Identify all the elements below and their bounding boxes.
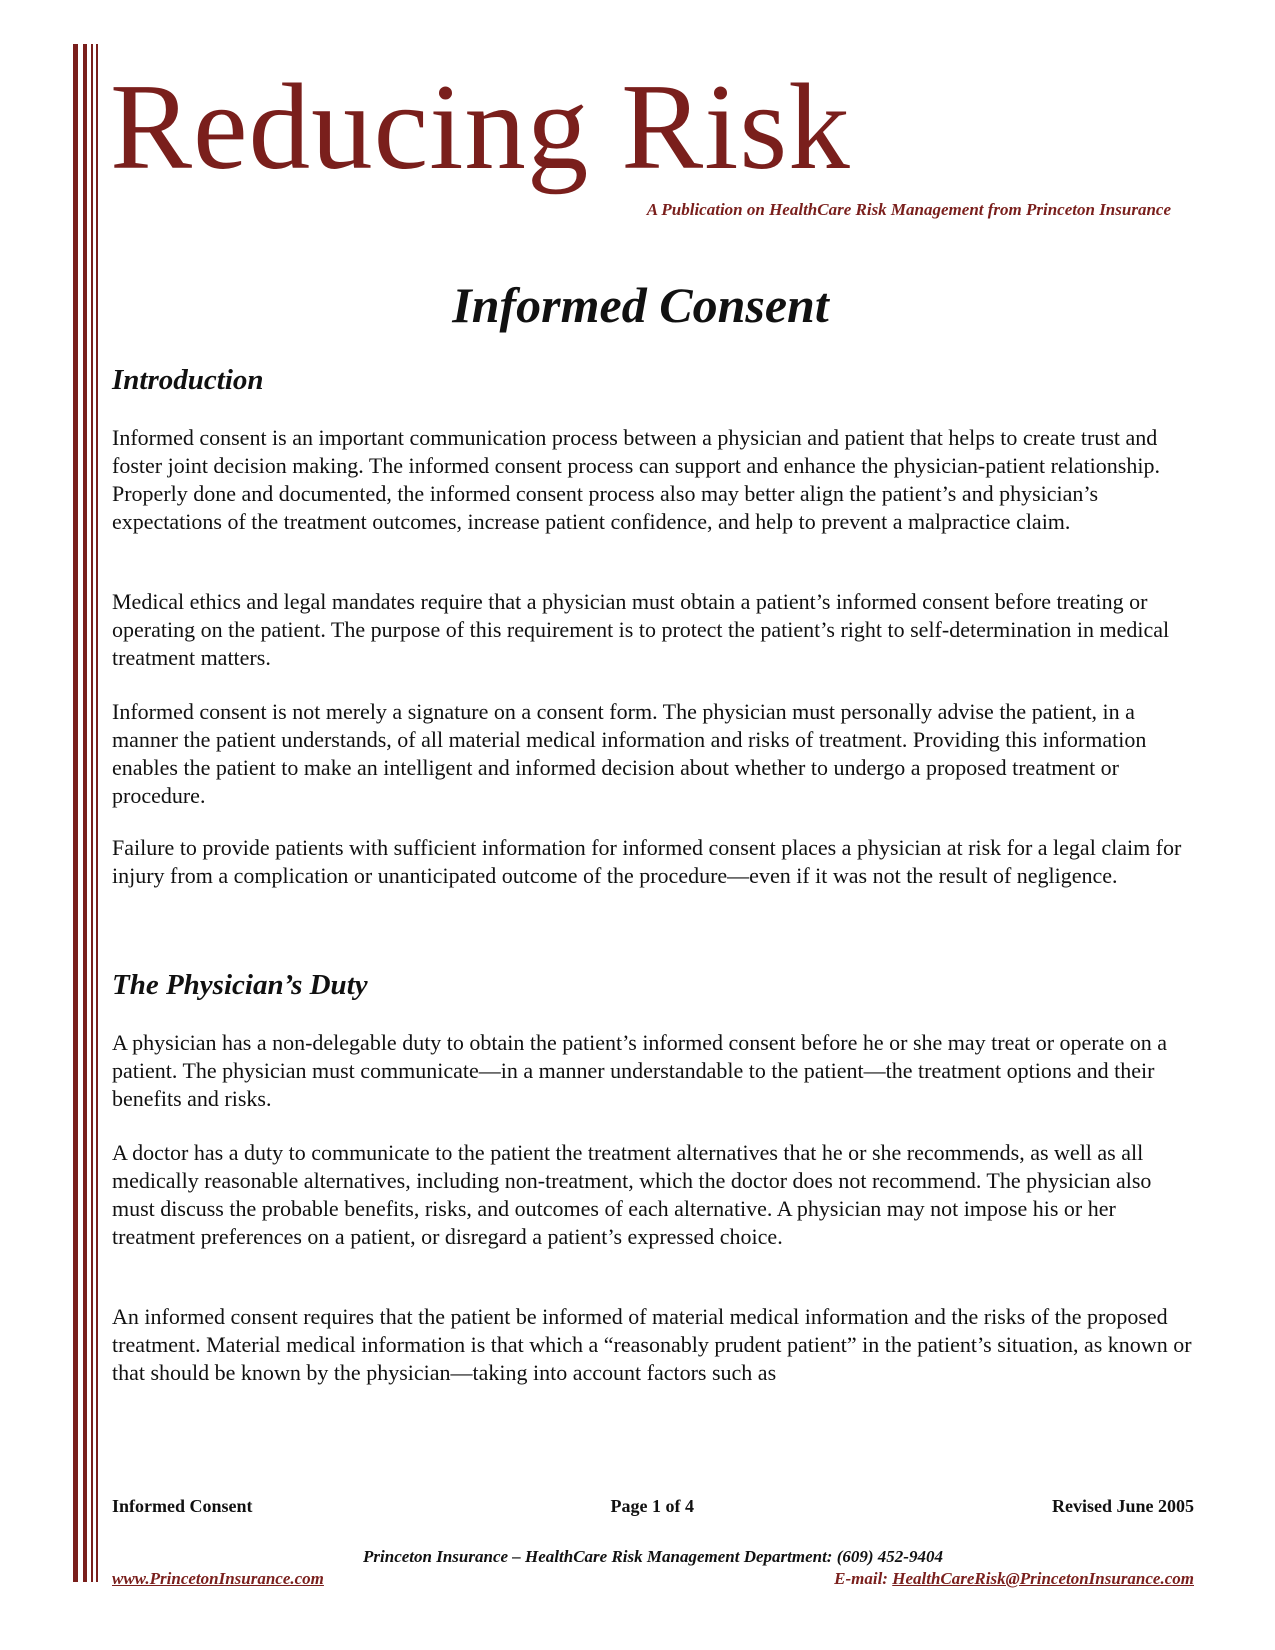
footer-revised-date: Revised June 2005	[1051, 1496, 1194, 1516]
section-heading-introduction: Introduction	[112, 364, 264, 396]
intro-paragraph-1: Informed consent is an important communication process between a physician and patient that helps to create trust and foster joint decision making. The informed consent process can support and enhance the physician-patient relationship. Properly done and documented, the informed consent process also may better align the patient’s and physician’s expectations of the treatment outcomes, increase patient confidence, and help to prevent a malpractice claim.	[112, 425, 1160, 534]
email-contact	[834, 1569, 1194, 1589]
intro-paragraph-4: Failure to provide patients with sufficient information for informed consent places a physician at risk for a legal claim for injury from a complication or unanticipated outcome of the procedure—even if it was not the result of negligence.	[112, 835, 1182, 888]
footer-meta	[112, 1496, 1194, 1517]
left-rule-thick	[73, 44, 78, 1582]
duty-paragraph-1: A physician has a non-delegable duty to obtain the patient’s informed consent before he or she may treat or operate on a patient. The physician must communicate—in a manner understandable to the patient—the treatment options and their benefits and risks.	[112, 1030, 1168, 1111]
left-rule-medium	[83, 44, 87, 1582]
document-title: Informed Consent	[452, 277, 829, 333]
left-rule-thin-1	[91, 44, 93, 1582]
duty-paragraph-3: An informed consent requires that the patient be informed of material medical information and the risks of the proposed treatment. Material medical information is that which a “reasonably prudent patient” in the patient’s situation, as known or that should be known by the physician—taking into account factors such as	[112, 1304, 1192, 1385]
email-label: E-mail:	[834, 1569, 893, 1588]
website-link[interactable]: www.PrincetonInsurance.com	[112, 1569, 324, 1588]
email-link[interactable]: HealthCareRisk@PrincetonInsurance.com	[892, 1569, 1194, 1588]
footer-department-contact: Princeton Insurance – HealthCare Risk Management Department: (609) 452-9404	[363, 1547, 943, 1566]
intro-paragraph-3: Informed consent is not merely a signature on a consent form. The physician must personally advise the patient, in a manner the patient understands, of all material medical information and risks of treatment. Providing this information enables the patient to make an intelligent and informed decision about whether to undergo a proposed treatment or procedure.	[112, 699, 1147, 808]
masthead-title: Reducing Risk	[110, 58, 851, 195]
duty-paragraph-2: A doctor has a duty to communicate to the patient the treatment alternatives that he or she recommends, as well as all medically reasonable alternatives, including non-treatment, which the doctor does not recommend. The physician also must discuss the probable benefits, risks, and outcomes of each alternative. A physician may not impose his or her treatment preferences on a patient, or disregard a patient’s expressed choice.	[112, 1140, 1152, 1249]
left-rule-thin-2	[96, 44, 98, 1582]
section-heading-physicians-duty: The Physician’s Duty	[112, 969, 368, 1001]
footer-page-number: Page 1 of 4	[610, 1496, 694, 1516]
intro-paragraph-2: Medical ethics and legal mandates require that a physician must obtain a patient’s informed consent before treating or operating on the patient. The purpose of this requirement is to protect the patient’s right to self-determination in medical treatment matters.	[112, 589, 1170, 670]
masthead-tagline: A Publication on HealthCare Risk Management from Princeton Insurance	[646, 200, 1171, 219]
footer-links	[112, 1569, 1194, 1589]
footer-doc-name: Informed Consent	[112, 1496, 253, 1516]
